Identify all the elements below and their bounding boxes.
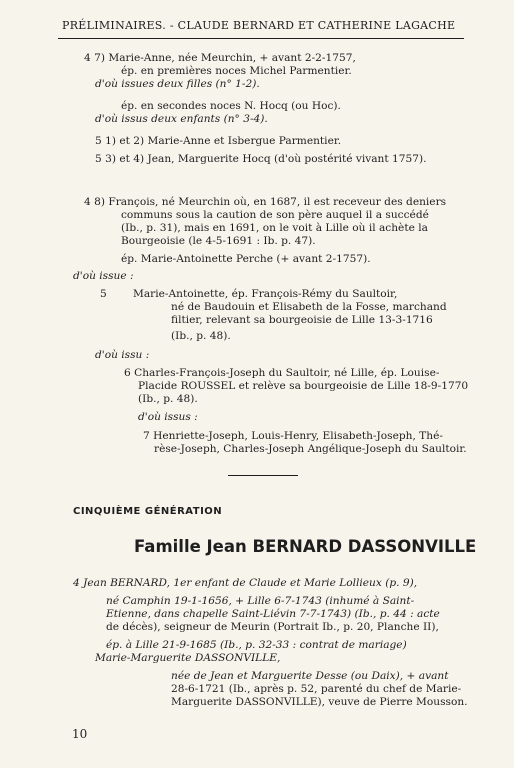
text-line: 6 Charles-François-Joseph du Saultoir, né Lille, ép. Louise- — [124, 367, 440, 379]
text-line: ép. à Lille 21-9-1685 (Ib., p. 32-33 : contrat de mariage) — [106, 639, 407, 651]
text-line: d'où issus : — [138, 411, 198, 423]
text-line: (Ib., p. 48). — [171, 330, 231, 342]
text-line: 28-6-1721 (Ib., après p. 52, parenté du chef de Marie- — [171, 683, 462, 695]
running-header: PRÉLIMINAIRES. - CLAUDE BERNARD ET CATHERINE LAGACHE — [62, 19, 456, 32]
text-line: Placide ROUSSEL et relève sa bourgeoisie de Lille 18-9-1770 — [138, 380, 469, 392]
text-line: né de Baudouin et Elisabeth de la Fosse, marchand — [171, 301, 447, 313]
text-line: de décès), seigneur de Meurin (Portrait Ib., p. 20, Planche II), — [106, 621, 439, 633]
text-line: Marie-Marguerite DASSONVILLE, — [95, 652, 281, 664]
text-line: rèse-Joseph, Charles-Joseph Angélique-Joseph du Saultoir. — [154, 443, 467, 455]
text-line: filtier, relevant sa bourgeoisie de Lille 13-3-1716 — [171, 314, 433, 326]
family-title: Famille Jean BERNARD DASSONVILLE — [134, 537, 477, 556]
text-line: d'où issu : — [95, 349, 150, 361]
header-rule — [58, 38, 464, 39]
text-line: (Ib., p. 31), mais en 1691, on le voit à Lille où il achète la — [121, 222, 428, 234]
text-line: d'où issues deux filles (n° 1-2). — [95, 78, 260, 90]
text-line: 5 1) et 2) Marie-Anne et Isbergue Parmentier. — [95, 135, 342, 147]
text-line: Bourgeoisie (le 4-5-1691 : Ib. p. 47). — [121, 235, 316, 247]
section-heading: CINQUIÈME GÉNÉRATION — [73, 506, 223, 517]
text-line: Etienne, dans chapelle Saint-Liévin 7-7-1743) (Ib., p. 44 : acte — [106, 608, 440, 620]
text-line: né Camphin 19-1-1656, + Lille 6-7-1743 (inhumé à Saint- — [106, 595, 415, 607]
text-line: ép. Marie-Antoinette Perche (+ avant 2-1757). — [121, 253, 371, 265]
text-line: (Ib., p. 48). — [138, 393, 198, 405]
text-line: d'où issue : — [73, 270, 134, 282]
text-line: 4 8) François, né Meurchin où, en 1687, il est receveur des deniers — [84, 196, 447, 208]
text-line: 7 Henriette-Joseph, Louis-Henry, Elisabeth-Joseph, Thé- — [143, 430, 443, 442]
text-line: communs sous la caution de son père auquel il a succédé — [121, 209, 429, 221]
generation-number: 5 — [100, 288, 107, 300]
text-line: ép. en secondes noces N. Hocq (ou Hoc). — [121, 100, 341, 112]
text-line: 4 Jean BERNARD, 1er enfant de Claude et Marie Lollieux (p. 9), — [73, 577, 418, 589]
text-line: ép. en premières noces Michel Parmentier. — [121, 65, 352, 77]
text-line: 5 3) et 4) Jean, Marguerite Hocq (d'où postérité vivant 1757). — [95, 153, 427, 165]
text-line: née de Jean et Marguerite Desse (ou Daix), + avant — [171, 670, 449, 682]
text-line: Marie-Antoinette, ép. François-Rémy du Saultoir, — [133, 288, 398, 300]
text-line: Marguerite DASSONVILLE), veuve de Pierre Mousson. — [171, 696, 468, 708]
page-number: 10 — [72, 727, 88, 741]
text-line: d'où issus deux enfants (n° 3-4). — [95, 113, 268, 125]
text-line: 4 7) Marie-Anne, née Meurchin, + avant 2-2-1757, — [84, 52, 356, 64]
section-divider — [228, 475, 298, 476]
